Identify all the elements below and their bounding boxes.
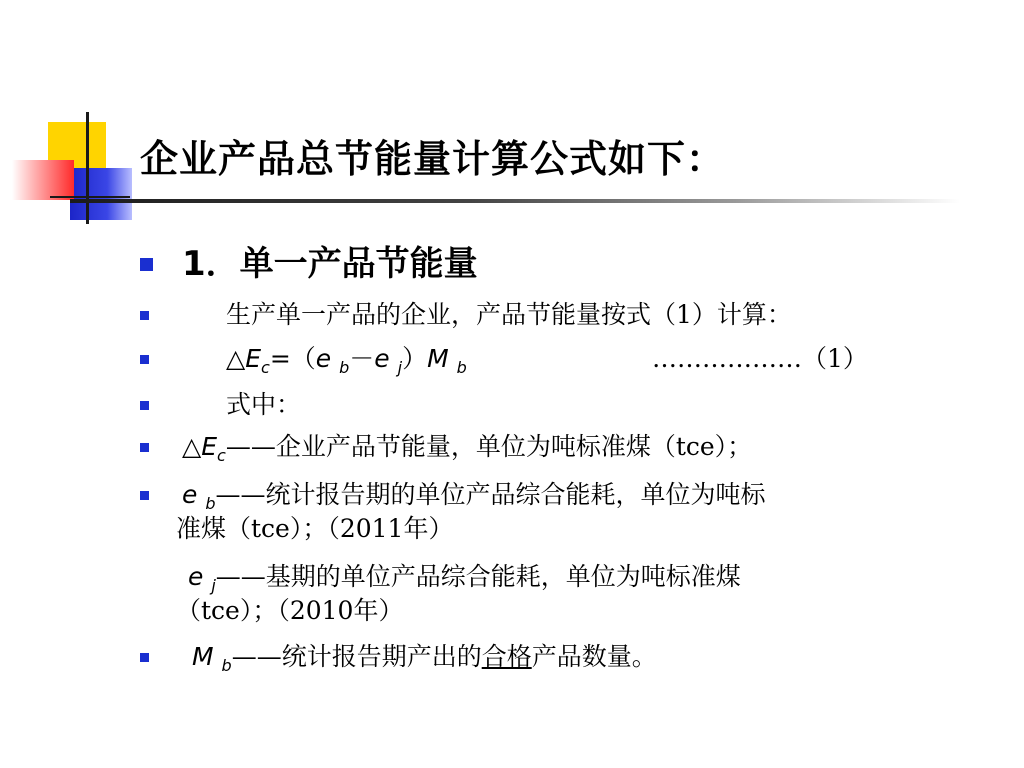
symbol-E: E bbox=[201, 432, 218, 461]
formula-e-j-subscript: j bbox=[397, 358, 403, 377]
bullet-icon bbox=[140, 355, 149, 364]
definition-continuation: （tce）；（2010年） bbox=[176, 596, 404, 625]
definition-mb bbox=[192, 640, 657, 683]
formula-reference: ………………（1） bbox=[652, 344, 868, 373]
delta-symbol: △ bbox=[182, 432, 202, 461]
vertical-line-decoration bbox=[86, 112, 89, 224]
definition-text: ——统计报告期的单位产品综合能耗，单位为吨标 bbox=[215, 480, 766, 509]
blue-square-decoration bbox=[70, 168, 132, 220]
horizontal-line-decoration bbox=[50, 196, 130, 198]
bullet-icon bbox=[140, 491, 149, 500]
symbol-M-b-subscript: b bbox=[221, 656, 232, 675]
bullet-icon bbox=[140, 653, 149, 662]
delta-symbol: △ bbox=[226, 344, 246, 373]
bullet-icon bbox=[140, 443, 149, 452]
formula-M-subscript: b bbox=[456, 358, 467, 377]
red-square-decoration bbox=[12, 160, 74, 200]
underlined-qualified: 合格 bbox=[481, 642, 532, 671]
formula bbox=[226, 342, 467, 385]
bullet-icon bbox=[140, 401, 149, 410]
section-heading: 1．单一产品节能量 bbox=[182, 244, 478, 284]
formula-minus: － bbox=[349, 344, 375, 373]
definition-text: ——企业产品节能量，单位为吨标准煤（tce）； bbox=[225, 432, 753, 461]
symbol-e-b-subscript: b bbox=[205, 494, 216, 513]
symbol-e-j-subscript: j bbox=[211, 576, 216, 595]
definition-text-end: 产品数量。 bbox=[531, 642, 657, 671]
bullet-icon bbox=[140, 311, 149, 320]
formula-e-b-subscript: b bbox=[339, 358, 350, 377]
definition-continuation: 准煤（tce）；（2011年） bbox=[176, 514, 454, 543]
formula-e-j: e bbox=[374, 344, 390, 373]
decorative-logo bbox=[0, 0, 160, 240]
formula-E: E bbox=[245, 344, 262, 373]
where-label: 式中： bbox=[226, 390, 302, 419]
title-underline-rule bbox=[70, 199, 960, 203]
symbol-M-b: M bbox=[192, 642, 214, 671]
definition-ec bbox=[182, 430, 752, 473]
formula-E-subscript: c bbox=[261, 358, 270, 377]
description-text: 生产单一产品的企业，产品节能量按式（1）计算： bbox=[226, 300, 792, 329]
formula-M: M bbox=[427, 344, 449, 373]
bullet-icon bbox=[140, 258, 153, 271]
formula-equals: =（ bbox=[269, 344, 316, 373]
symbol-E-subscript: c bbox=[217, 446, 226, 465]
formula-e-b: e bbox=[315, 344, 332, 373]
symbol-e-j: e bbox=[188, 562, 204, 591]
slide-title: 企业产品总节能量计算公式如下： bbox=[140, 137, 726, 181]
symbol-e-b: e bbox=[182, 480, 198, 509]
formula-close-paren: ） bbox=[402, 344, 428, 373]
definition-text: ——统计报告期产出的 bbox=[231, 642, 482, 671]
definition-text: ——基期的单位产品综合能耗，单位为吨标准煤 bbox=[215, 562, 741, 591]
